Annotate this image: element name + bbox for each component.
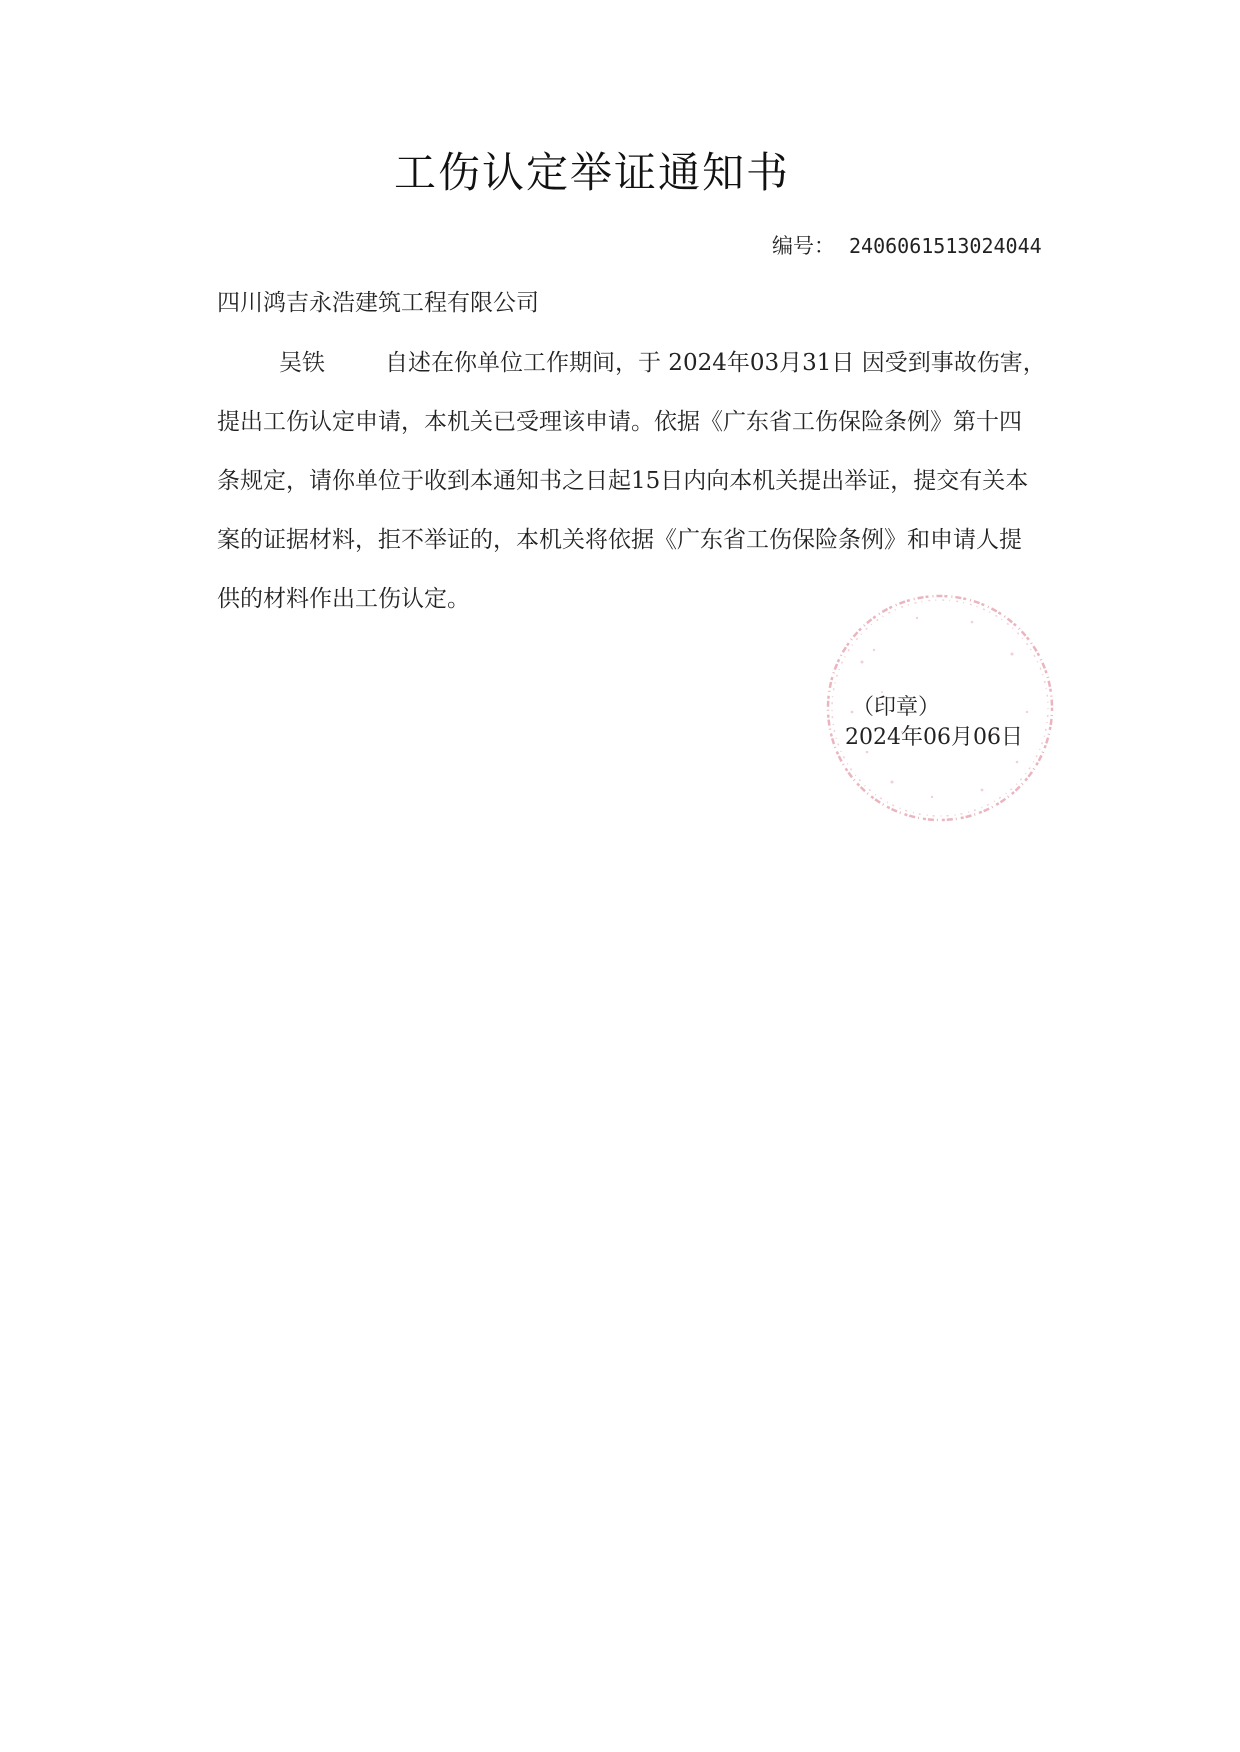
recipient-company: 四川鸿吉永浩建筑工程有限公司 [217,290,539,316]
body-line-1: 自述在你单位工作期间，于 2024年03月31日 因受到事故伤害， [385,350,1046,376]
document-number-label: 编号： [772,234,835,258]
document-number-value: 2406061513024044 [849,234,1042,258]
issue-date: 2024年06月06日 [845,725,1023,750]
body-line-3: 条规定，请你单位于收到本通知书之日起15日内向本机关提出举证，提交有关本 [217,468,1029,494]
applicant-name: 吴铁 [279,350,325,376]
body-line-5: 供的材料作出工伤认定。 [217,586,470,612]
page-title: 工伤认定举证通知书 [394,148,791,197]
seal-label: （印章） [852,695,941,720]
body-line-4: 案的证据材料，拒不举证的，本机关将依据《广东省工伤保险条例》和申请人提 [217,527,1022,553]
body-line-2: 提出工伤认定申请，本机关已受理该申请。依据《广东省工伤保险条例》第十四 [217,409,1022,435]
document-number [772,230,1042,260]
